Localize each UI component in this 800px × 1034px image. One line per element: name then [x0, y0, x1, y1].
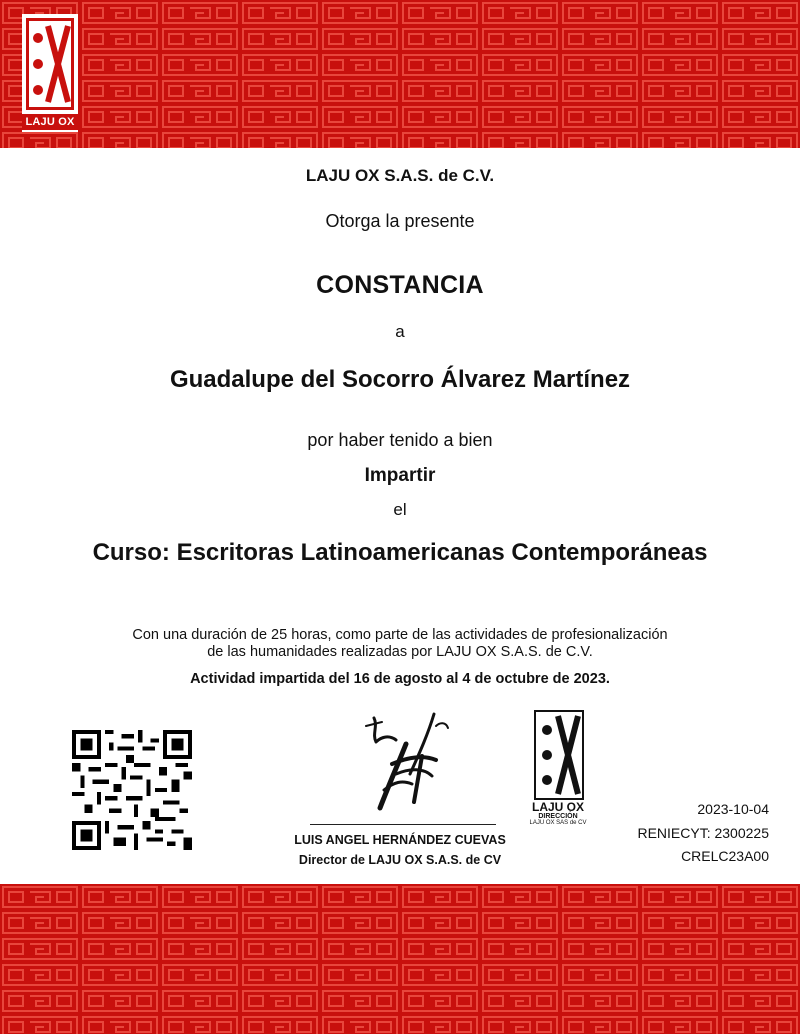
- preposition: a: [395, 322, 405, 341]
- bottom-decorative-band: [0, 884, 800, 1034]
- recipient-name: Guadalupe del Socorro Álvarez Martínez: [169, 366, 631, 393]
- direction-stamp-text: [518, 801, 598, 826]
- duration-line-1: Con una duración de 25 horas, como parte de las actividades de profesionalización: [132, 627, 668, 643]
- laju-ox-logo: [22, 14, 78, 132]
- article: el: [393, 500, 407, 519]
- duration-text: [0, 627, 800, 661]
- laju-ox-logo-icon: [26, 18, 74, 110]
- signature-icon: [336, 704, 486, 820]
- reason-line: por haber tenido a bien: [307, 430, 493, 450]
- document-title: CONSTANCIA: [316, 271, 484, 299]
- qr-code-icon: [72, 730, 192, 850]
- direction-stamp-icon: [534, 710, 584, 800]
- reniecyt-number: RENIECYT: 2300225: [637, 825, 769, 841]
- course-title: Curso: Escritoras Latinoamericanas Contemporáneas: [92, 539, 708, 566]
- signer-title: Director de LAJU OX S.A.S. de CV: [298, 853, 502, 867]
- signature-line: [310, 824, 496, 825]
- certificate-code: CRELC23A00: [681, 848, 769, 864]
- issue-date: 2023-10-04: [697, 801, 769, 817]
- activity-dates: Actividad impartida del 16 de agosto al 4 de octubre de 2023.: [190, 671, 610, 687]
- stamp-line-1: DIRECCIÓN: [538, 813, 578, 820]
- bottom-band-pattern: [0, 884, 800, 1034]
- logo-name: LAJU OX: [22, 114, 78, 130]
- stamp-line-2: LAJU OX SAS de CV: [529, 820, 587, 826]
- top-decorative-band: [0, 0, 800, 148]
- organization-name: LAJU OX S.A.S. de C.V.: [305, 166, 495, 185]
- top-band-pattern: [0, 0, 800, 148]
- duration-line-2: de las humanidades realizadas por LAJU OX S.A.S. de C.V.: [207, 644, 593, 660]
- role: Impartir: [364, 465, 436, 486]
- stamp-name: LAJU OX: [531, 800, 584, 814]
- signer-name: LUIS ANGEL HERNÁNDEZ CUEVAS: [294, 833, 506, 847]
- grant-line: Otorga la presente: [325, 211, 475, 231]
